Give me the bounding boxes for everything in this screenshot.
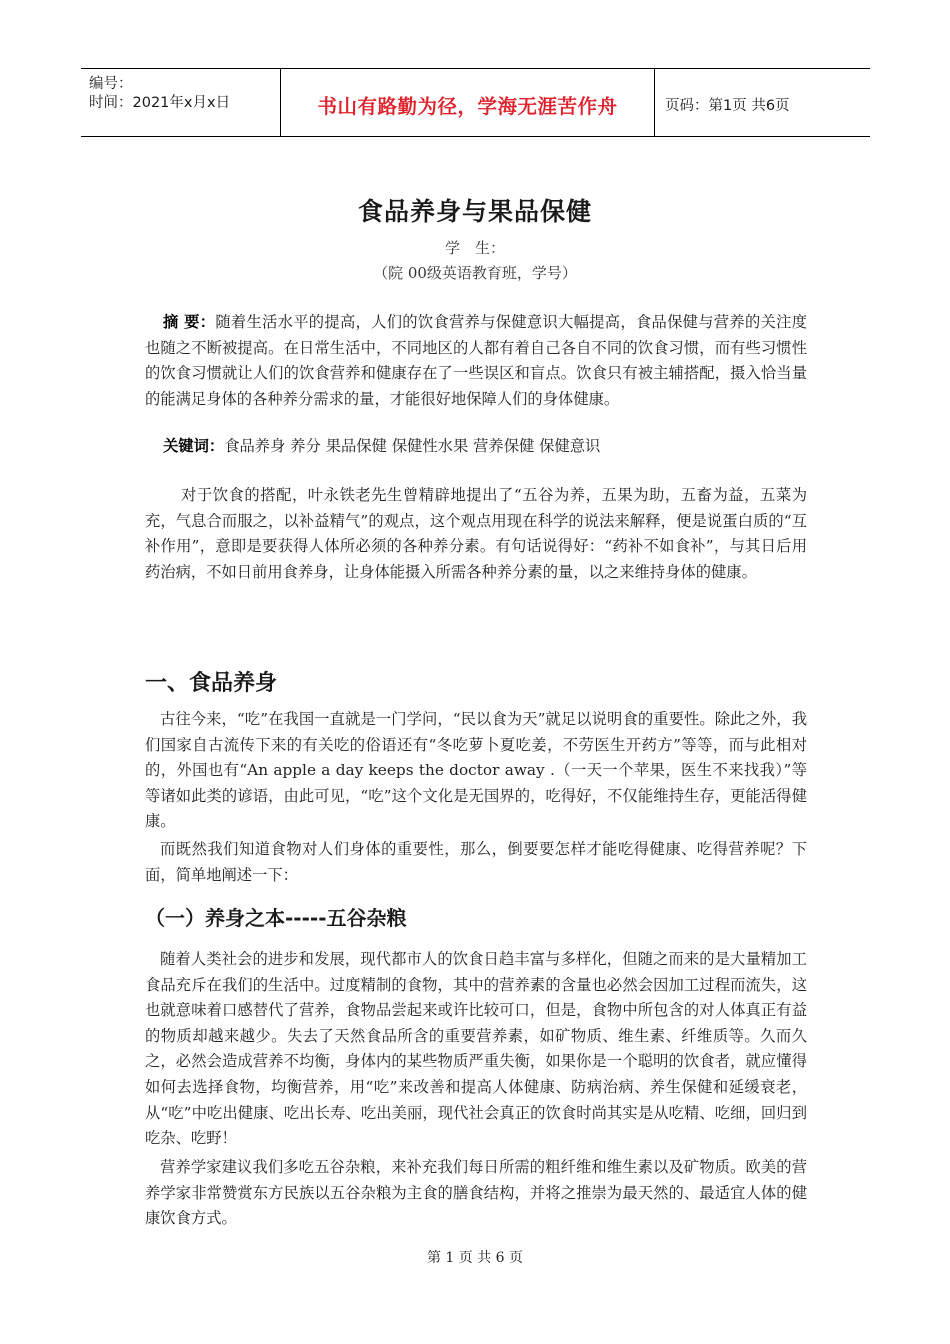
- abstract-text: 随着生活水平的提高，人们的饮食营养与保健意识大幅提高，食品保健与营养的关注度也随之不断被提高。在日常生活中，不同地区的人都有着自己各自不同的饮食习惯，而有些习惯性的饮食习惯就让人们的饮食营养和健康存在了一些误区和盲点。饮食只有被主辅搭配，摄入恰当量的能满足身体的各种养分需求的量，才能很好地保障人们的身体健康。: [145, 313, 807, 408]
- header-motto-cell: [281, 69, 655, 136]
- date-label: 时间：2021年x月x日: [89, 95, 231, 111]
- section-heading: 一、食品养身: [145, 671, 278, 696]
- header-page-cell: [655, 69, 870, 136]
- header-left-cell: [81, 69, 281, 136]
- header-table: [81, 68, 870, 137]
- department-line: （院 00级英语教育班，学号）: [373, 264, 577, 282]
- section-paragraph-2: 而既然我们知道食物对人们身体的重要性，那么，倒要要怎样才能吃得健康、吃得营养呢？下面，简单地阐述一下：: [145, 840, 807, 884]
- keywords-text: 食品养身 养分 果品保健 保健性水果 营养保健 保健意识: [224, 437, 601, 455]
- subsection-heading: （一）养身之本-----五谷杂粮: [145, 906, 407, 930]
- abstract-label: 摘 要：: [163, 313, 216, 331]
- number-label: 编号：: [89, 76, 133, 92]
- section-paragraph-1: 古往今来，“吃”在我国一直就是一门学问，“民以食为天”就足以说明食的重要性。除此之外，我们国家自古流传下来的有关吃的俗语还有“冬吃萝卜夏吃姜，不劳医生开药方”等等，而与此相对的，外国也有“An apple a day keeps the doctor away .（一天一个苹果，医生不来找我）”等等诸如此类的谚语，由此可见，“吃”这个文化是无国界的，吃得好，不仅能维持生存，更能活得健康。: [145, 710, 807, 831]
- student-line: 学 生：: [444, 239, 505, 257]
- motto-text: 书山有路勤为径，学海无涯苦作舟: [317, 95, 618, 118]
- keywords-paragraph: [145, 434, 825, 460]
- intro-paragraph: 对于饮食的搭配，叶永铁老先生曾精辟地提出了“五谷为养，五果为助，五畜为益，五菜为充，气息合而服之，以补益精气”的观点，这个观点用现在科学的说法来解释，便是说蛋白质的“互补作用”，意即是要获得人体所必须的各种养分素。有句话说得好：“药补不如食补”，与其日后用药治病，不如日前用食养身，让身体能摄入所需各种养分素的量，以之来维持身体的健康。: [145, 486, 807, 581]
- document-title: 食品养身与果品保健: [357, 197, 592, 226]
- subsection-paragraph-2: 营养学家建议我们多吃五谷杂粮，来补充我们每日所需的粗纤维和维生素以及矿物质。欧美的营养学家非常赞赏东方民族以五谷杂粮为主食的膳食结构，并将之推崇为最天然的、最适宜人体的健康饮食方式。: [145, 1158, 807, 1228]
- subsection-paragraph-1: 随着人类社会的进步和发展，现代都市人的饮食日趋丰富与多样化，但随之而来的是大量精加工食品充斥在我们的生活中。过度精制的食物，其中的营养素的含量也必然会因加工过程而流失，这也就意味着口感替代了营养，食物品尝起来或许比较可口，但是，食物中所包含的对人体真正有益的物质却越来越少。失去了天然食品所含的重要营养素，如矿物质、维生素、纤维质等。久而久之，必然会造成营养不均衡，身体内的某些物质严重失衡，如果你是一个聪明的饮食者，就应懂得如何去选择食物，均衡营养，用“吃”来改善和提高人体健康、防病治病、养生保健和延缓衰老，从“吃”中吃出健康、吃出长寿、吃出美丽，现代社会真正的饮食时尚其实是从吃精、吃细，回归到吃杂、吃野！: [145, 950, 807, 1148]
- keywords-label: 关键词：: [163, 437, 225, 455]
- page-info: 页码：第1页 共6页: [665, 98, 790, 114]
- page-footer: 第 1 页 共 6 页: [426, 1250, 524, 1266]
- abstract-paragraph: [145, 310, 807, 412]
